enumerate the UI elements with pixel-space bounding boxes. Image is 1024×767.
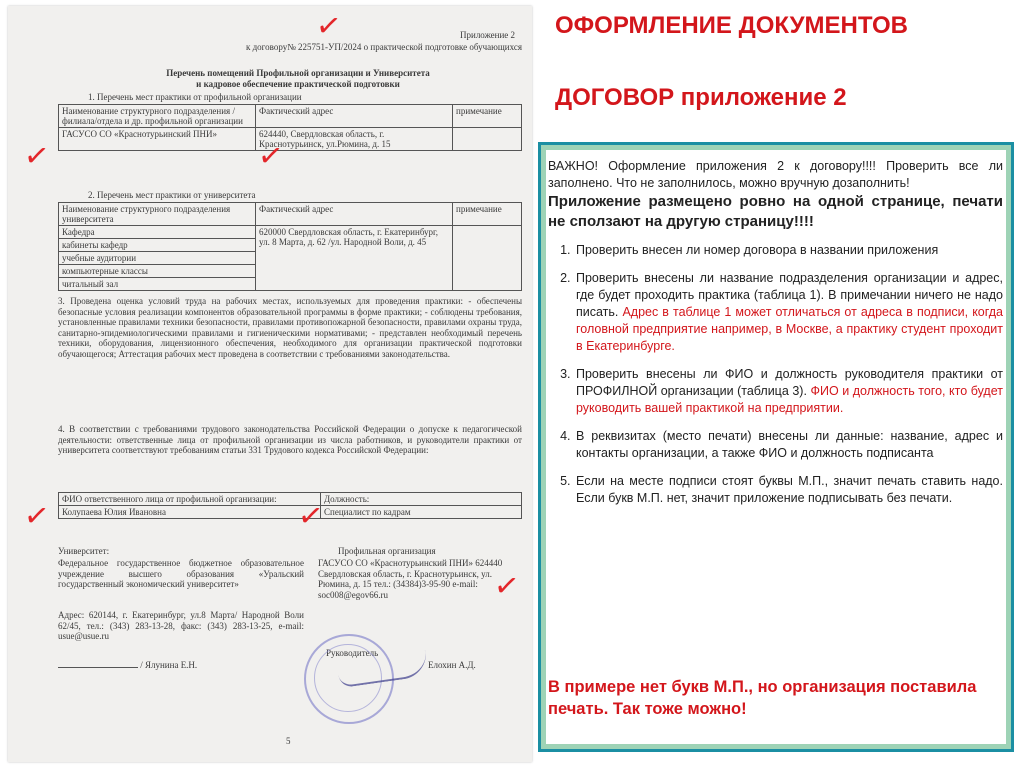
check-mark-icon: ✓ xyxy=(491,567,522,606)
table1-cell-unit: ГАСУСО СО «Краснотурьинский ПНИ» xyxy=(59,128,256,151)
table1-header-note: примечание xyxy=(453,105,522,128)
table2-units xyxy=(59,226,256,291)
checklist-item-text: В реквизитах (место печати) внесены ли данные: название, адрес и контакты организации, а также ФИО и должность подписанта xyxy=(576,429,1003,460)
doc-heading-line2: и кадровое обеспечение практической подготовки xyxy=(196,79,400,89)
contract-reference: к договору№ 225751-УП/2024 о практической подготовке обучающихся xyxy=(245,42,522,52)
annex-label: Приложение 2 xyxy=(460,30,516,40)
instructions-content xyxy=(548,158,1003,518)
section3-text: 3. Проведена оценка условий труда на рабочих местах, используемых для проведения практики: - обеспечены безопасные условия реализации компонентов образовательной программы в форме практики; - соблюдены требования, установленные правилами техники безопасности, правилами противопожарной безопасности, правилами охраны труда, санитарно-эпидемиологическими правилами и гигиеническими нормативами; - представлен необходимый перечень техники, оборудования, лицензионного обеспечения, необходимого для организации практической подготовки обучающегося; Аттестация рабочих мест проведена в соответствии с требованиями законодательства. xyxy=(58,296,522,359)
checklist-item-text: Проверить внесены ли ФИО и должность руководителя практики от ПРОФИЛНОЙ организации (таблица 3). xyxy=(576,367,1003,398)
checklist-item-text: Проверить внесены ли название подразделения организации и адрес, где будет проходить практика (таблица 1). В примечании ничего не надо писать. xyxy=(576,271,1003,319)
table-practice-places-univ xyxy=(58,202,522,291)
checklist-item xyxy=(574,242,1003,259)
table2-header-address: Фактический адрес xyxy=(256,203,453,226)
intro-text: ВАЖНО! Оформление приложения 2 к договору!!!! Проверить все ли заполнено. Что не заполнилось, можно вручную дозаполнить! xyxy=(548,159,1003,190)
table2-cell-address: 620000 Свердловская область, г. Екатеринбург, ул. 8 Марта, д. 62 /ул. Народной Воли, д. 45 xyxy=(256,226,453,291)
table1-header-unit: Наименование структурного подразделения /филиала/отдела и др. профильной организации xyxy=(59,105,256,128)
table1-cell-address: 624440, Свердловская область, г. Краснотурьинск, ул.Рюмина, д. 15 xyxy=(256,128,453,151)
org-details: ГАСУСО СО «Краснотурьинский ПНИ» 624440 Свердловская область, г. Краснотурьинск, ул. Рюмина, д. 15 тел.: (34384)3-95-90 e-mail: soc008@egov66.ru xyxy=(318,558,503,600)
org-signatory: Елохин А.Д. xyxy=(428,660,476,670)
checklist-item xyxy=(574,473,1003,507)
table3-cell-name: Колупаева Юлия Ивановна xyxy=(59,506,321,519)
table2-unit-row: компьютерные классы xyxy=(59,265,255,278)
university-signature-line xyxy=(58,660,197,671)
org-label: Профильная организация xyxy=(338,546,436,556)
table-practice-places-org xyxy=(58,104,522,151)
table2-unit-row: учебные аудитории xyxy=(59,252,255,265)
slide-title-line1: ОФОРМЛЕНИЕ ДОКУМЕНТОВ xyxy=(555,12,908,39)
table-responsible-person xyxy=(58,492,522,519)
page-number: 5 xyxy=(286,736,291,746)
checklist-item-text: Проверить внесен ли номер договора в названии приложения xyxy=(576,243,939,257)
intro-bold-text: Приложение размещено ровно на одной странице, печати не сползают на другую страницу!!!! xyxy=(548,193,1003,230)
table2-header-unit: Наименование структурного подразделения университета xyxy=(59,203,256,226)
university-signatory: / Ялунина Е.Н. xyxy=(140,660,198,670)
scanned-document xyxy=(8,6,532,762)
table2-header-note: примечание xyxy=(453,203,522,226)
check-mark-icon: ✓ xyxy=(21,497,52,536)
university-label: Университет: xyxy=(58,546,110,556)
checklist-item-note: ФИО и должность того, кто будет руководить вашей практикой на предприятии. xyxy=(576,384,1003,415)
checklist-item xyxy=(574,270,1003,355)
table3-header-name: ФИО ответственного лица от профильной организации: xyxy=(59,493,321,506)
table1-header-address: Фактический адрес xyxy=(256,105,453,128)
table2-unit-row: кабинеты кафедр xyxy=(59,239,255,252)
table1-cell-note xyxy=(453,128,522,151)
check-mark-icon: ✓ xyxy=(21,137,52,176)
checklist-item-note: Адрес в таблице 1 может отличаться от адреса в подписи, когда головной предприятие например, в Москве, а практику студент проходит в Екатеринбурге. xyxy=(576,305,1003,353)
section2-title: 2. Перечень мест практики от университета xyxy=(88,190,256,200)
org-signature-label: Руководитель xyxy=(326,648,379,658)
doc-heading-line1: Перечень помещений Профильной организации и Университета xyxy=(166,68,430,78)
checklist-item xyxy=(574,428,1003,462)
checklist-item xyxy=(574,366,1003,417)
bottom-note: В примере нет букв М.П., но организация поставила печать. Так тоже можно! xyxy=(548,678,977,718)
university-name: Федеральное государственное бюджетное образовательное учреждение высшего образования «Уральский государственный экономический университет» xyxy=(58,558,304,589)
checklist xyxy=(548,242,1003,507)
table3-cell-position: Специалист по кадрам xyxy=(321,506,522,519)
section1-title: 1. Перечень мест практики от профильной организации xyxy=(88,92,302,102)
checklist-item-text: Если на месте подписи стоят буквы М.П., значит печать ставить надо. Если букв М.П. нет, значит приложение подписывать без печати. xyxy=(576,474,1003,505)
table2-unit-row: Кафедра xyxy=(59,226,255,239)
slide-title-line2: ДОГОВОР приложение 2 xyxy=(555,84,847,111)
section4-text: 4. В соответствии с требованиями трудового законодательства Российской Федерации о допуске к педагогической деятельности: ответственные лица от профильной организации из числа работников, и руководители практики от университета соответствуют требованиям статьи 331 Трудового кодекса Российской Федерации: xyxy=(58,424,522,455)
university-address: Адрес: 620144, г. Екатеринбург, ул.8 Марта/ Народной Воли 62/45, тел.: (343) 283-13-28, факс: (343) 283-13-25, e-mail: usue@usue.ru xyxy=(58,610,304,641)
check-mark-icon: ✓ xyxy=(255,137,286,176)
check-mark-icon: ✓ xyxy=(295,497,326,536)
table3-header-position: Должность: xyxy=(321,493,522,506)
table2-unit-row: читальный зал xyxy=(62,279,119,289)
check-mark-icon: ✓ xyxy=(313,7,344,46)
table2-cell-note xyxy=(453,226,522,291)
